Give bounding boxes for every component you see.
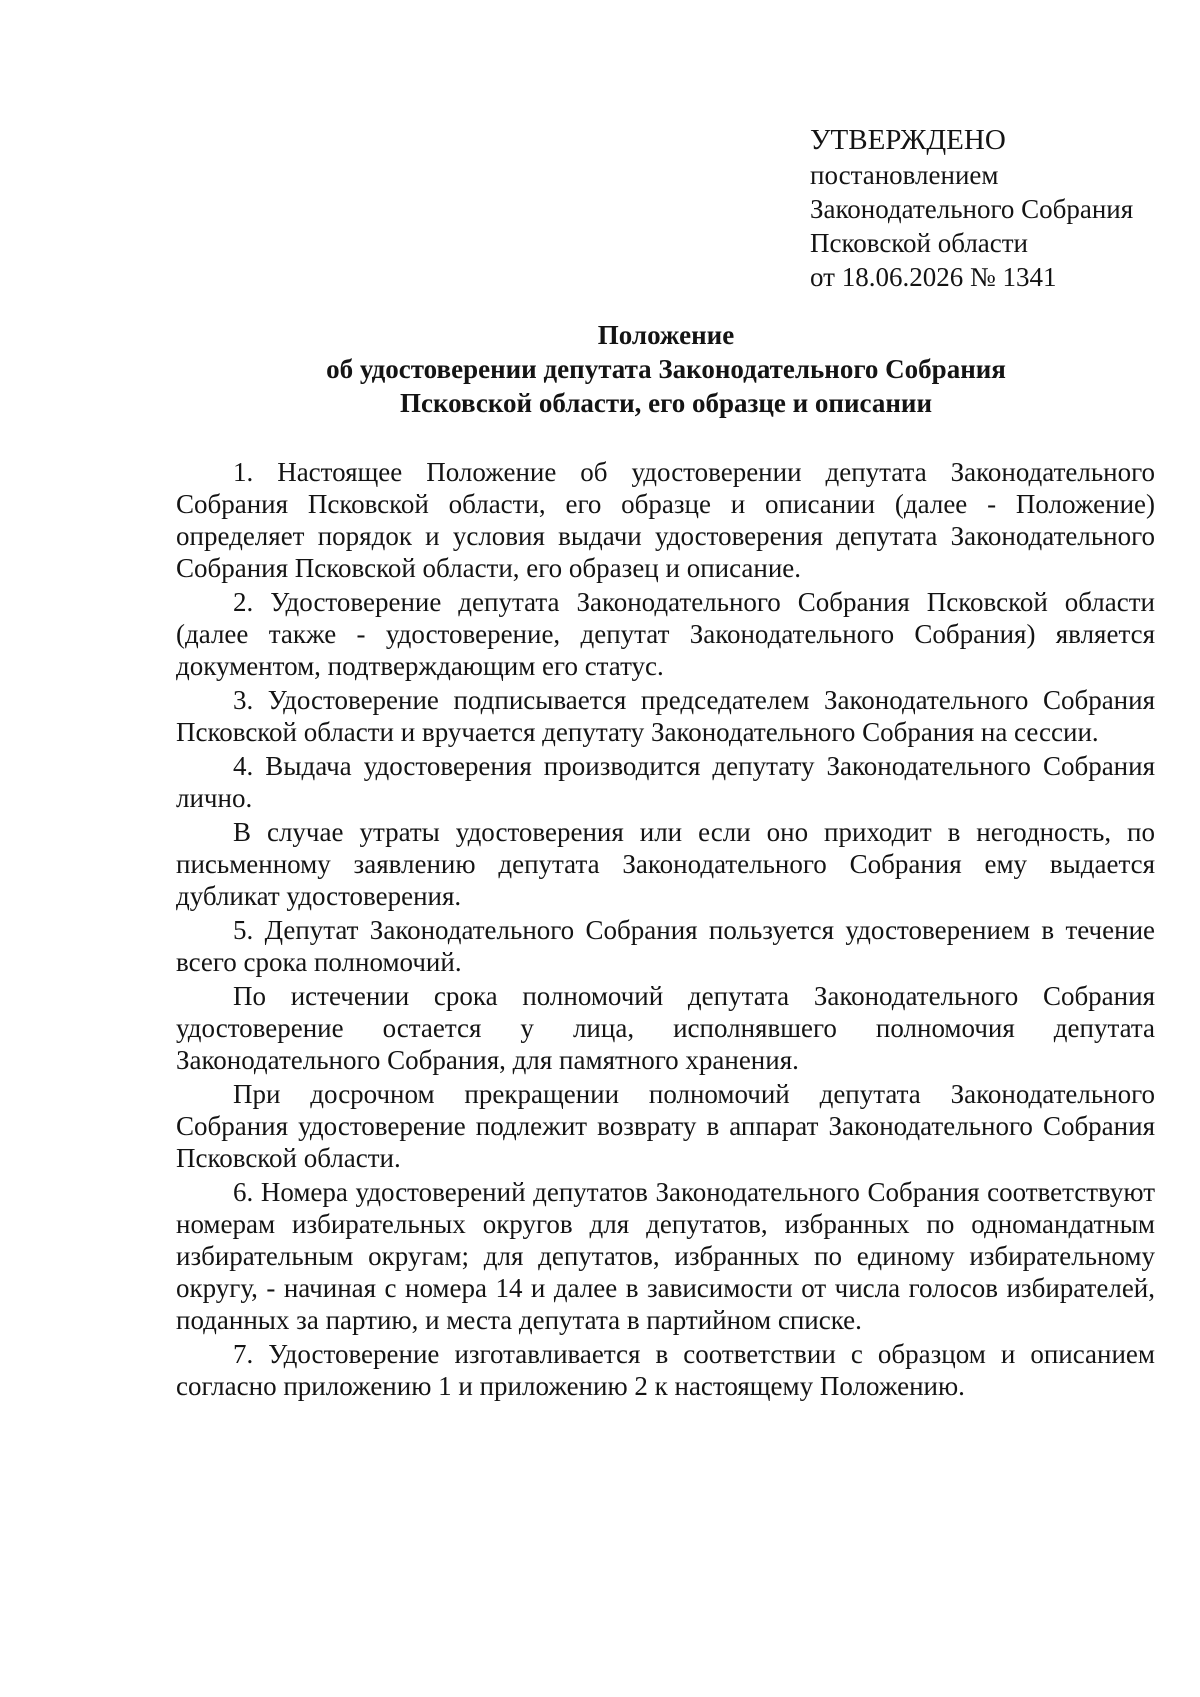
title-line: Псковской области, его образце и описании bbox=[399, 388, 933, 418]
approval-block bbox=[810, 122, 1170, 294]
paragraph: 6. Номера удостоверений депутатов Законодательного Собрания соответствуют номерам избирательных округов для депутатов, избранных по одномандатным избирательным округам; для депутатов, избранных по единому избирательному округу, - начиная с номера 14 и далее в зависимости от числа голосов избирателей, поданных за партию, и места депутата в партийном списке. bbox=[176, 1177, 1155, 1335]
paragraph: 1. Настоящее Положение об удостоверении депутата Законодательного Собрания Псковской области, его образце и описании (далее - Положение) определяет порядок и условия выдачи удостоверения депутата Законодательного Собрания Псковской области, его образец и описание. bbox=[176, 457, 1155, 583]
paragraph: 7. Удостоверение изготавливается в соответствии с образцом и описанием согласно приложению 1 и приложению 2 к настоящему Положению. bbox=[176, 1339, 1155, 1401]
approval-date-number: от 18.06.2026 № 1341 bbox=[810, 262, 1057, 292]
paragraph: При досрочном прекращении полномочий депутата Законодательного Собрания удостоверение подлежит возврату в аппарат Законодательного Собрания Псковской области. bbox=[176, 1079, 1155, 1173]
document-body bbox=[176, 456, 1155, 1403]
paragraph: В случае утраты удостоверения или если оно приходит в негодность, по письменному заявлению депутата Законодательного Собрания ему выдается дубликат удостоверения. bbox=[176, 817, 1155, 911]
paragraph: 2. Удостоверение депутата Законодательного Собрания Псковской области (далее также - удостоверение, депутат Законодательного Собрания) является документом, подтверждающим его статус. bbox=[176, 587, 1155, 681]
title-line: об удостоверении депутата Законодательного Собрания bbox=[326, 354, 1006, 384]
title-line: Положение bbox=[597, 320, 735, 350]
approval-stamp: УТВЕРЖДЕНО bbox=[810, 124, 1006, 156]
approval-line: Псковской области bbox=[810, 228, 1029, 258]
approval-line: постановлением bbox=[810, 160, 999, 190]
paragraph: 5. Депутат Законодательного Собрания пользуется удостоверением в течение всего срока полномочий. bbox=[176, 915, 1155, 977]
approval-line: Законодательного Собрания bbox=[810, 194, 1134, 224]
document-title bbox=[176, 318, 1156, 420]
paragraph: 4. Выдача удостоверения производится депутату Законодательного Собрания лично. bbox=[176, 751, 1155, 813]
paragraph: По истечении срока полномочий депутата Законодательного Собрания удостоверение остается у лица, исполнявшего полномочия депутата Законодательного Собрания, для памятного хранения. bbox=[176, 981, 1155, 1075]
paragraph: 3. Удостоверение подписывается председателем Законодательного Собрания Псковской области и вручается депутату Законодательного Собрания на сессии. bbox=[176, 685, 1155, 747]
